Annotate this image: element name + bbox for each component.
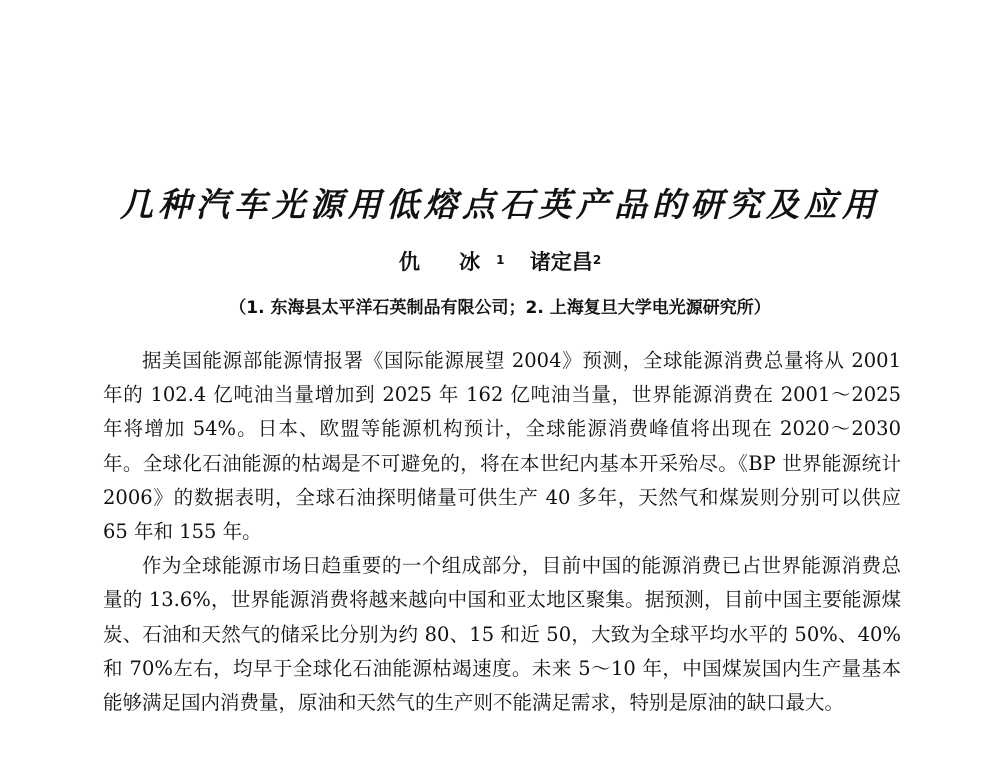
author-affiliation-mark: 2	[592, 253, 602, 267]
body-text	[103, 344, 901, 720]
body-paragraph: 据美国能源部能源情报署《国际能源展望 2004》预测，全球能源消费总量将从 2001 年的 102.4 亿吨油当量增加到 2025 年 162 亿吨油当量，世界能源消费在 2001～2025 年将增加 54%。日本、欧盟等能源机构预计，全球能源消费峰值将出现在 2020～2030 年。全球化石油能源的枯竭是不可避免的，将在本世纪内基本开采殆尽。《BP 世界能源统计 2006》的数据表明，全球石油探明储量可供生产 40 多年，天然气和煤炭则分别可以供应 65 年和 155 年。	[103, 349, 901, 544]
author-1	[399, 247, 505, 277]
author-name: 仇 冰	[398, 250, 497, 274]
affiliation-line: （1. 东海县太平洋石英制品有限公司；2. 上海复旦大学电光源研究所）	[229, 298, 771, 318]
author-name: 诸定昌	[529, 250, 593, 274]
body-paragraph: 作为全球能源市场日趋重要的一个组成部分，目前中国的能源消费已占世界能源消费总量的 13.6%，世界能源消费将越来越向中国和亚太地区聚集。据预测，目前中国主要能源煤炭、石油和天然气的储采比分别为约 80、15 和近 50，大致为全球平均水平的 50%、40%和 70%左右，均早于全球化石油能源枯竭速度。未来 5～10 年，中国煤炭国内生产量基本能够满足国内消费量，原油和天然气的生产则不能满足需求，特别是原油的缺口最大。	[103, 554, 901, 715]
author-line	[0, 247, 1000, 277]
author-affiliation-mark: 1	[496, 253, 505, 267]
paper-title: 几种汽车光源用低熔点石英产品的研究及应用	[120, 185, 880, 224]
author-2	[530, 247, 601, 277]
